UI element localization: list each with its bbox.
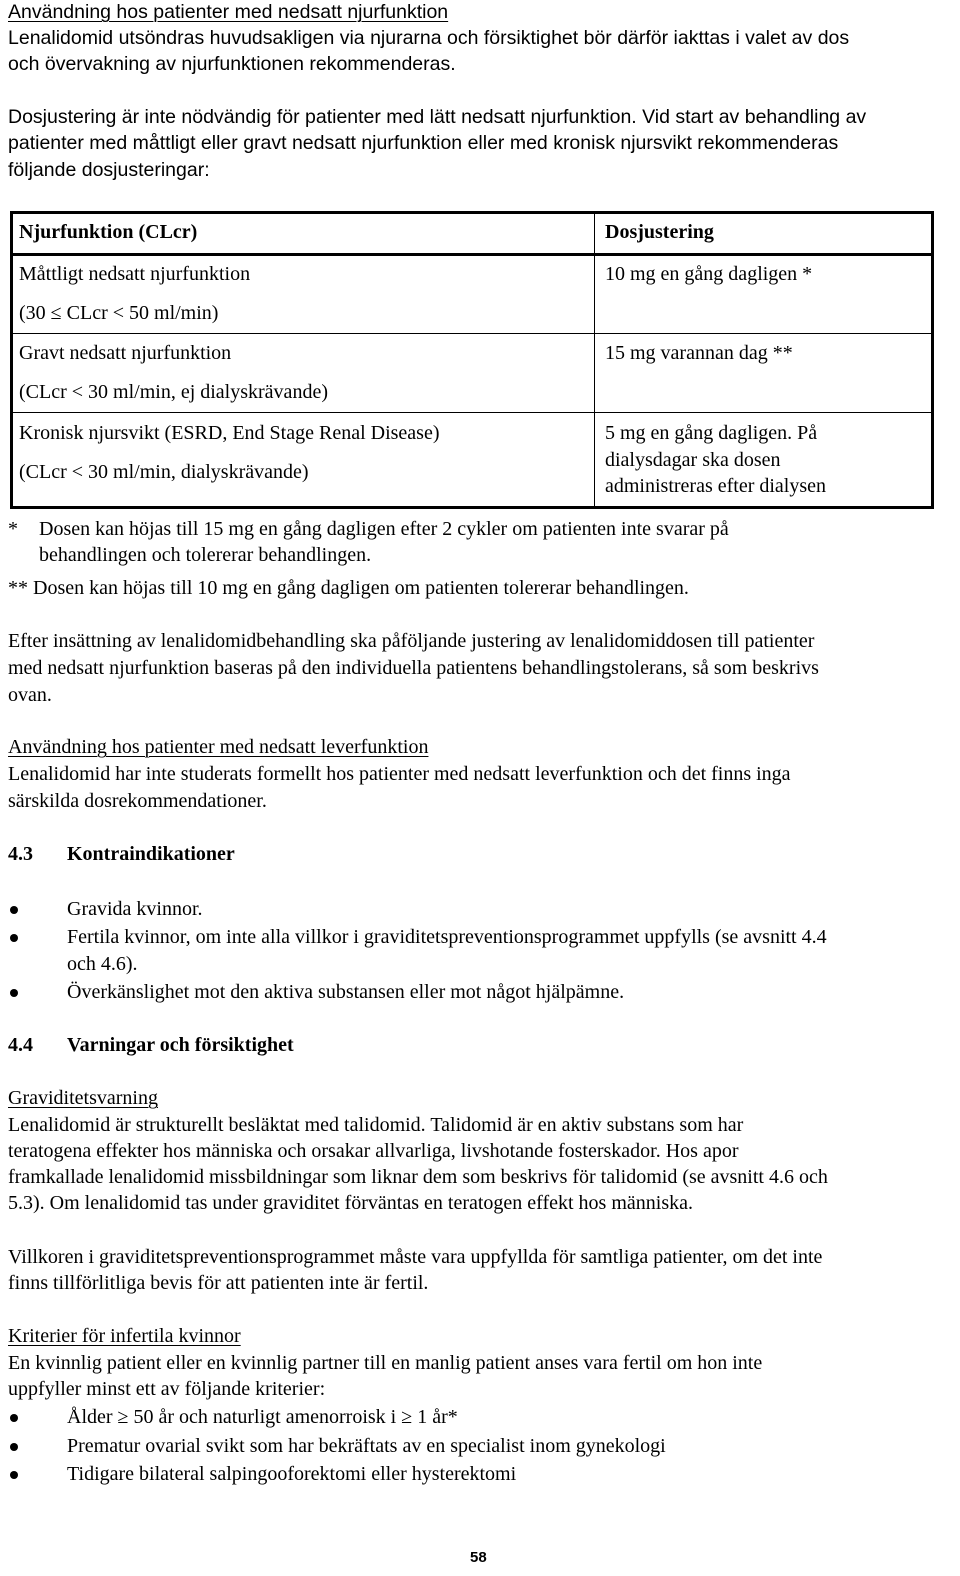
bullet-icon	[10, 1443, 18, 1451]
section-4-4-number: 4.4	[8, 1034, 33, 1056]
hepatic-line-2: särskilda dosrekommendationer.	[8, 790, 267, 812]
contraindication-1: Gravida kvinnor.	[67, 898, 203, 920]
table-cell: Måttligt nedsatt njurfunktion	[19, 263, 251, 285]
contraindication-2-line-2: och 4.6).	[67, 953, 138, 975]
table-cell: Kronisk njursvikt (ESRD, End Stage Renal Disease)	[19, 422, 440, 444]
table-cell: dialysdagar ska dosen	[605, 449, 781, 471]
hepatic-heading: Användning hos patienter med nedsatt leverfunktion	[8, 736, 429, 758]
after-start-line-3: ovan.	[8, 684, 52, 706]
footnote-1-line-1: Dosen kan höjas till 15 mg en gång dagligen efter 2 cykler om patienten inte svarar på	[39, 518, 729, 540]
infertile-criteria-line-1: En kvinnlig patient eller en kvinnlig partner till en manlig patient anses vara fertil om hon inte	[8, 1352, 763, 1374]
table-cell: Gravt nedsatt njurfunktion	[19, 342, 232, 364]
renal-heading: Användning hos patienter med nedsatt njurfunktion	[8, 1, 449, 23]
bullet-icon	[10, 1414, 18, 1422]
renal-paragraph-1-line-1: Lenalidomid utsöndras huvudsakligen via njurarna och försiktighet bör därför iakttas i valet av dos	[8, 27, 850, 49]
pregnancy-warning-heading: Graviditetsvarning	[8, 1087, 158, 1109]
bullet-icon	[10, 906, 18, 914]
pregnancy-warning-line-2: teratogena effekter hos människa och orsakar allvarliga, livshotande fosterskador. Hos apor	[8, 1140, 739, 1162]
contraindication-2-line-1: Fertila kvinnor, om inte alla villkor i graviditetspreventionsprogrammet uppfylls (se avsnitt 4.4	[67, 926, 827, 948]
renal-paragraph-1-line-2: och övervakning av njurfunktionen rekommenderas.	[8, 53, 456, 75]
criterion-2: Prematur ovarial svikt som har bekräftats av en specialist inom gynekologi	[67, 1435, 666, 1457]
section-4-3-number: 4.3	[8, 843, 33, 865]
section-4-3-title: Kontraindikationer	[67, 843, 235, 865]
conditions-line-2: finns tillförlitliga bevis för att patienten inte är fertil.	[8, 1272, 429, 1294]
table-cell: 5 mg en gång dagligen. På	[605, 422, 818, 444]
table-row-divider-2	[10, 412, 934, 413]
table-cell: (CLcr < 30 ml/min, ej dialyskrävande)	[19, 381, 328, 403]
table-row-divider-1	[10, 333, 934, 334]
criterion-1: Ålder ≥ 50 år och naturligt amenorroisk i ≥ 1 år*	[67, 1406, 458, 1428]
renal-paragraph-2-line-2: patienter med måttligt eller gravt nedsatt njurfunktion eller med kronisk njursvikt rekommenderas	[8, 132, 839, 154]
infertile-criteria-heading: Kriterier för infertila kvinnor	[8, 1325, 241, 1347]
table-header-divider	[10, 253, 934, 256]
renal-paragraph-2-line-3: följande dosjusteringar:	[8, 159, 210, 181]
after-start-line-2: med nedsatt njurfunktion baseras på den individuella patientens behandlingstolerans, så som beskrivs	[8, 657, 819, 679]
page-number: 58	[470, 1549, 487, 1566]
bullet-icon	[10, 1471, 18, 1479]
footnote-1-line-2: behandlingen och tolererar behandlingen.	[39, 544, 372, 566]
footnote-2: ** Dosen kan höjas till 10 mg en gång dagligen om patienten tolererar behandlingen.	[8, 577, 689, 599]
hepatic-line-1: Lenalidomid har inte studerats formellt hos patienter med nedsatt leverfunktion och det finns inga	[8, 763, 791, 785]
table-header-renal-function: Njurfunktion (CLcr)	[19, 221, 198, 243]
table-cell: (30 ≤ CLcr < 50 ml/min)	[19, 302, 219, 324]
table-header-dose-adjustment: Dosjustering	[605, 221, 714, 243]
pregnancy-warning-line-1: Lenalidomid är strukturellt besläktat med talidomid. Talidomid är en aktiv substans som har	[8, 1114, 744, 1136]
pregnancy-warning-line-4: 5.3). Om lenalidomid tas under graviditet förväntas en teratogen effekt hos människa.	[8, 1192, 693, 1214]
after-start-line-1: Efter insättning av lenalidomidbehandling ska påföljande justering av lenalidomiddosen till patienter	[8, 630, 815, 652]
table-cell: (CLcr < 30 ml/min, dialyskrävande)	[19, 461, 309, 483]
section-4-4-title: Varningar och försiktighet	[67, 1034, 294, 1056]
bullet-icon	[10, 989, 18, 997]
contraindication-3: Överkänslighet mot den aktiva substansen eller mot något hjälpämne.	[67, 981, 625, 1003]
conditions-line-1: Villkoren i graviditetspreventionsprogrammet måste vara uppfyllda för samtliga patienter, om det inte	[8, 1246, 823, 1268]
table-cell: 10 mg en gång dagligen *	[605, 263, 813, 285]
infertile-criteria-line-2: uppfyller minst ett av följande kriterier:	[8, 1378, 326, 1400]
renal-paragraph-2-line-1: Dosjustering är inte nödvändig för patienter med lätt nedsatt njurfunktion. Vid start av behandling av	[8, 106, 867, 128]
pregnancy-warning-line-3: framkallade lenalidomid missbildningar som liknar dem som beskrivs för talidomid (se avsnitt 4.6 och	[8, 1166, 828, 1188]
table-cell: administreras efter dialysen	[605, 475, 827, 497]
bullet-icon	[10, 934, 18, 942]
criterion-3: Tidigare bilateral salpingooforektomi eller hysterektomi	[67, 1463, 517, 1485]
table-cell: 15 mg varannan dag **	[605, 342, 793, 364]
table-column-divider	[594, 211, 595, 509]
footnote-1-marker: *	[8, 518, 18, 540]
